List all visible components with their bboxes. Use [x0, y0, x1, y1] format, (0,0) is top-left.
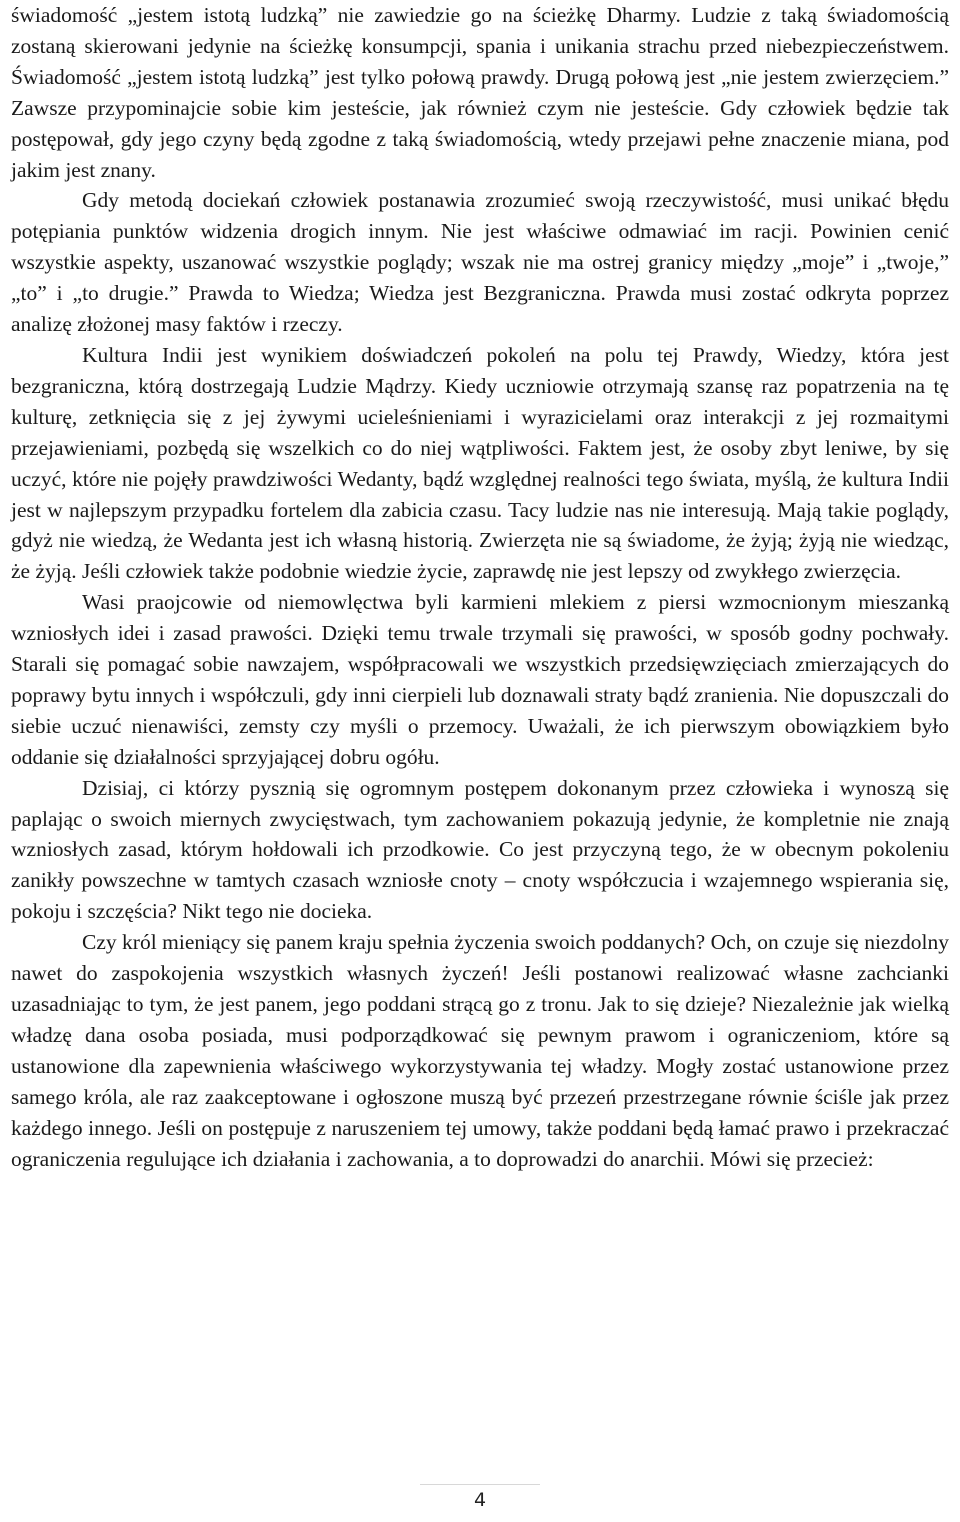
- paragraph: Wasi praojcowie od niemowlęctwa byli karmieni mlekiem z piersi wzmocnionym mieszanką wzniosłych idei i zasad prawości. Dzięki temu trwale trzymali się prawości, w sposób godny pochwały. Starali się pomagać sobie nawzajem, współpracowali we wszystkich przedsięwzięciach zmierzających do poprawy bytu innych i współczuli, gdy inni cierpieli lub doznawali straty bądź zranienia. Nie dopuszczali do siebie uczuć nienawiści, zemsty czy myśli o przemocy. Uważali, że ich pierwszym obowiązkiem było oddanie się działalności sprzyjającej dobru ogółu.: [11, 590, 949, 769]
- body-text: [11, 0, 949, 1174]
- paragraph: Gdy metodą dociekań człowiek postanawia zrozumieć swoją rzeczywistość, musi unikać błędu potępiania punktów widzenia drogich innym. Nie jest właściwe odmawiać im racji. Powinien cenić wszystkie aspekty, uszanować wszystkie poglądy; wszak nie ma ostrej granicy między „moje” i „twoje,” „to” i „to drugie.” Prawda to Wiedza; Wiedza jest Bezgraniczna. Prawda musi zostać odkryta poprzez analizę złożonej masy faktów i rzeczy.: [11, 188, 949, 337]
- paragraph: świadomość „jestem istotą ludzką” nie zawiedzie go na ścieżkę Dharmy. Ludzie z taką świadomością zostaną skierowani jedynie na ścieżkę konsumpcji, spania i unikania strachu przed niebezpieczeństwem. Świadomość „jestem istotą ludzką” jest tylko połową prawdy. Drugą połową jest „nie jestem zwierzęciem.” Zawsze przypominajcie sobie kim jesteście, jak również czym nie jesteście. Gdy człowiek będzie tak postępował, gdy jego czyny będą zgodne z taką świadomością, wtedy przejawi pełne znaczenie miana, pod jakim jest znany.: [11, 3, 949, 182]
- paragraph: Kultura Indii jest wynikiem doświadczeń pokoleń na polu tej Prawdy, Wiedzy, która jest bezgraniczna, którą dostrzegają Ludzie Mądrzy. Kiedy uczniowie otrzymają szansę raz popatrzenia na tę kulturę, zetknięcia się z jej żywymi ucieleśnieniami i wyrazicielami oraz interakcji z jej rozmaitymi przejawieniami, pozbędą się wszelkich co do niej wątpliwości. Faktem jest, że osoby zbyt leniwe, by się uczyć, które nie pojęły prawdziwości Wedanty, bądź względnej realności tego świata, myślą, że kultura Indii jest w najlepszym przypadku fortelem dla zabicia czasu. Tacy ludzie nas nie interesują. Mają takie poglądy, gdyż nie wiedzą, że Wedanta jest ich własną historią. Zwierzęta nie są świadome, że żyją; żyją nie wiedząc, że żyją. Jeśli człowiek także podobnie wiedzie życie, zaprawdę nie jest lepszy od zwykłego zwierzęcia.: [11, 342, 949, 584]
- paragraph: Dzisiaj, ci którzy pysznią się ogromnym postępem dokonanym przez człowieka i wynoszą się paplając o swoich miernych zwycięstwach, tym zachowaniem pokazują jedynie, że kompletnie nie znają wzniosłych zasad, którym hołdowali ich przodkowie. Co jest przyczyną tego, że w obecnym pokoleniu zanikły powszechne w tamtych czasach wzniosłe cnoty – cnoty współczucia i wzajemnego wspierania się, pokoju i szczęścia? Nikt tego nie docieka.: [11, 775, 949, 924]
- page-footer: [420, 1484, 540, 1522]
- page-number: 4: [473, 1489, 487, 1511]
- paragraph: Czy król mieniący się panem kraju spełnia życzenia swoich poddanych? Och, on czuje się niezdolny nawet do zaspokojenia wszystkich własnych życzeń! Jeśli postanowi realizować własne zachcianki uzasadniając to tym, że jest panem, jego poddani strącą go z tronu. Jak to się dzieje? Niezależnie jak wielką władzę dana osoba posiada, musi podporządkować się pewnym prawom i ograniczeniom, które są ustanowione dla zapewnienia właściwego wykorzystywania tej władzy. Mogły zostać ustanowione przez samego króla, ale raz zaakceptowane i ogłoszone muszą być przezeń przestrzegane równie ściśle jak przez każdego innego. Jeśli on postępuje z naruszeniem tej umowy, także poddani będą łamać prawo i przekraczać ograniczenia regulujące ich działania i zachowania, a to doprowadzi do anarchii. Mówi się przecież:: [11, 930, 949, 1171]
